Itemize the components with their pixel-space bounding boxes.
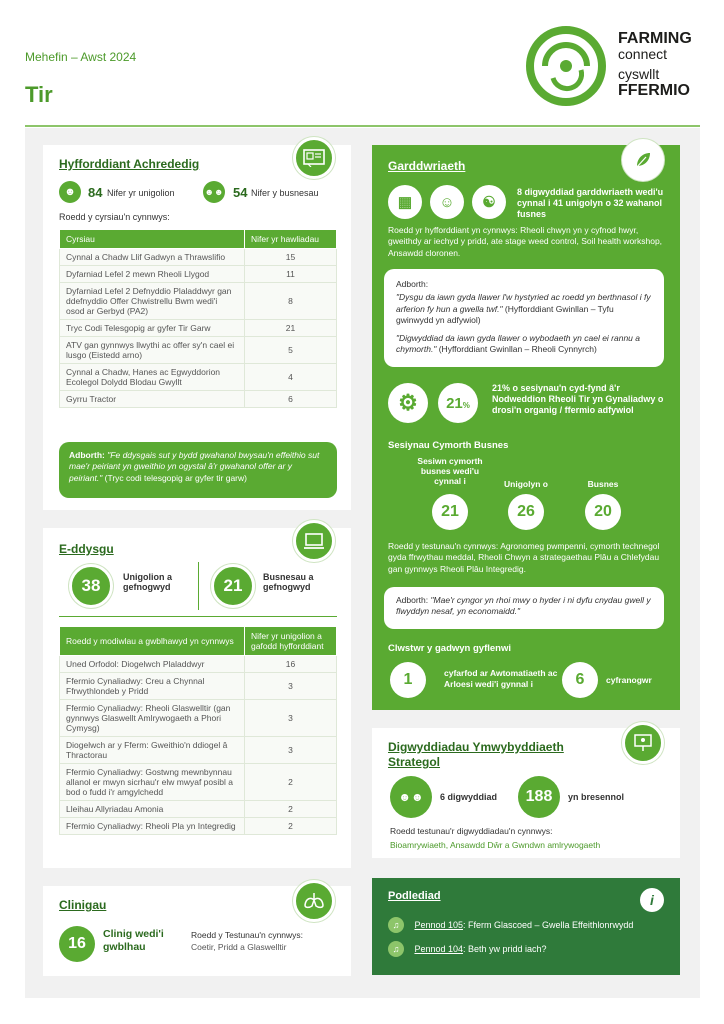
awareness-events: 6 digwyddiad: [440, 792, 498, 802]
horticulture-card: [372, 145, 680, 710]
row-label: Lleihau Allyriadau Amonia: [60, 801, 245, 818]
claims-col-header: Nifer yr hawliadau: [245, 230, 337, 249]
row-value: 15: [245, 249, 337, 266]
businesses-label: Nifer y busnesau: [251, 188, 319, 198]
calendar-icon: ▦: [388, 185, 422, 219]
laptop-icon: [293, 520, 335, 562]
logo: [525, 26, 715, 106]
lungs-icon: [293, 880, 335, 922]
horticulture-feedback-label: Adborth:: [396, 279, 429, 289]
support-label-1: Sesiwn cymorth busnes wedi'u cynnal i: [417, 456, 483, 487]
elearning-title[interactable]: E-ddysgu: [59, 542, 114, 556]
table-row: [60, 656, 337, 673]
awareness-topics: Bioamrywiaeth, Ansawdd Dŵr a Gwndwn amlrywogaeth: [390, 840, 601, 850]
courses-intro: Roedd y cyrsiau'n cynnwys:: [59, 212, 170, 222]
row-label: Gyrru Tractor: [60, 391, 245, 408]
clinics-card: [43, 886, 351, 976]
horticulture-feedback2-source: (Hyfforddiant Gwinllan – Rheoli Cynnyrch): [438, 344, 597, 355]
support-feedback-label: Adborth:: [396, 595, 429, 605]
awareness-card: [372, 728, 680, 858]
row-label: Tryc Codi Telesgopig ar gyfer Tir Garw: [60, 320, 245, 337]
support-value-1: 21: [432, 494, 468, 530]
podcast-title[interactable]: Podlediad: [388, 890, 441, 902]
cluster-text: cyfarfod ar Awtomatiaeth ac Arloesi wedi'i gynnal i: [444, 668, 558, 689]
clinics-topics: Coetir, Pridd a Glaswelltir: [191, 942, 287, 952]
table-row: [60, 818, 337, 835]
table-row: [60, 673, 337, 700]
individuals-label: Nifer yr unigolion: [107, 188, 175, 198]
table-row: [60, 391, 337, 408]
podcast-item-1[interactable]: [388, 916, 633, 934]
row-value: 3: [245, 673, 337, 700]
clinics-title[interactable]: Clinigau: [59, 898, 107, 912]
horticulture-feedback2: "Digwyddiad da iawn gyda llawer o wybodaeth yn cael ei rannu a chymorth.": [396, 332, 640, 355]
row-value: 21: [245, 320, 337, 337]
support-feedback-box: [384, 587, 664, 629]
support-value-3: 20: [585, 494, 621, 530]
accredited-feedback: [59, 442, 337, 498]
feedback-source: (Tryc codi telesgopig ar gyfer tir garw): [104, 472, 247, 483]
courses-col-header: Cyrsiau: [60, 230, 245, 249]
podcast-item-2[interactable]: [388, 940, 547, 958]
info-icon: i: [640, 888, 664, 912]
support-item-1: [410, 456, 490, 490]
support-topics: Roedd y testunau'n cynnwys: Agronomeg pwmpenni, cymorth technegol gyda ffrwythau meddal, Rheoli Chwyn a strategaethau Plâu a Chlefydau gan gynnwys Rheoli Plâu Integredig.: [388, 541, 660, 574]
elearning-businesses-label: Busnesau a gefnogwyd: [263, 572, 314, 592]
courses-table: [59, 229, 337, 408]
individuals-count: 84: [88, 185, 103, 200]
horticulture-feedback-box: [384, 269, 664, 367]
horticulture-events-text: 8 digwyddiad garddwriaeth wedi'u cynnal i 41 unigolyn o 32 wahanol fusnes: [517, 187, 664, 219]
row-label: Dyfarniad Lefel 2 Defnyddio Plaladdwyr gan ddefnyddio Offer Chwistrellu Bwm wedi'i osod ar Gerbyd (PA2): [60, 283, 245, 320]
awareness-attendees-label: yn bresennol: [568, 792, 625, 802]
logo-line1: FARMING: [618, 30, 692, 47]
header-divider: [25, 125, 700, 127]
feedback-quote: "Fe ddysgais sut y bydd gwahanol bwysau'n effeithio sut mae'r peiriant yn gweithio yn ogystal â'r gwahanol offer ar y peiriant.": [69, 450, 320, 483]
logo-line2: connect: [618, 46, 668, 62]
clinics-label: Clinig wedi'i gwblhau: [103, 928, 164, 953]
row-value: 4: [245, 364, 337, 391]
cluster-value-1: 1: [390, 662, 426, 698]
podcast-text-1: : Fferm Glascoed – Gwella Effeithlonrwydd: [463, 919, 634, 930]
people-icon: ☻☻: [390, 776, 432, 818]
row-value: 2: [245, 801, 337, 818]
table-row: [60, 266, 337, 283]
table-row: [60, 364, 337, 391]
group-icon: ☻☻: [203, 181, 225, 203]
businesses-count: 54: [233, 185, 248, 200]
elearning-individuals-label: Unigolion a gefnogwyd: [123, 572, 172, 592]
microphone-icon: ♫: [388, 917, 404, 933]
podcast-episode-1[interactable]: Pennod 105: [414, 919, 463, 930]
horticulture-training-text: Roedd yr hyfforddiant yn cynnwys: Rheoli chwyn yn y cyfnod hwyr, gweithdy ar iechyd y pridd, ate stage weed control, Soil health workshop, Ansawdd cloronen.: [388, 225, 663, 258]
horticulture-feedback1-source: (Hyfforddiant Gwinllan – Tyfu gwinwydd yn adfywiol): [396, 303, 614, 326]
presentation-icon: [622, 722, 664, 764]
percent-text: 21% o sesiynau'n cyd-fynd â'r Nodweddion Rheoli Tir yn Gynaliadwy o drosi'n organig / ffermio adfywiol: [492, 383, 664, 415]
date-range: Mehefin – Awst 2024: [25, 50, 137, 64]
row-value: 8: [245, 283, 337, 320]
support-title: Sesiynau Cymorth Busnes: [388, 440, 509, 451]
support-label-3: Busnes: [587, 479, 619, 489]
row-label: Diogelwch ar y Fferm: Gweithio'n ddiogel â Thractorau: [60, 737, 245, 764]
certificate-icon: [293, 137, 335, 179]
gear-icon: ⚙: [388, 383, 428, 423]
row-value: 11: [245, 266, 337, 283]
row-label: Cynnal a Chadw, Hanes ac Egwyddorion Ecolegol Dolydd Blodau Gwyllt: [60, 364, 245, 391]
logo-line3: cyswllt: [618, 66, 660, 82]
trainees-col-header: Nifer yr unigolion a gafodd hyfforddiant: [245, 627, 337, 656]
cluster-title: Clwstwr y gadwyn gyflenwi: [388, 643, 511, 654]
feedback-label: Adborth:: [69, 450, 105, 460]
row-label: Uned Orfodol: Diogelwch Plaladdwyr: [60, 656, 245, 673]
modules-table-wrap: [59, 626, 337, 835]
percent-sign: %: [462, 400, 470, 410]
table-row: [60, 320, 337, 337]
horticulture-feedback1: "Dysgu da iawn gyda llawer l'w hystyried ac roedd yn berthnasol i fy arferion fy hun a gwella twf.": [396, 292, 651, 314]
courses-table-wrap: [59, 229, 337, 408]
table-row: [60, 283, 337, 320]
row-label: Cynnal a Chadw Llif Gadwyn a Thrawslifio: [60, 249, 245, 266]
row-label: Ffermio Cynaliadwy: Creu a Chynnal Ffrwythlondeb y Pridd: [60, 673, 245, 700]
podcast-card: [372, 878, 680, 975]
support-value-2: 26: [508, 494, 544, 530]
podcast-episode-2[interactable]: Pennod 104: [414, 943, 463, 954]
support-label-2: Unigolyn o: [504, 479, 548, 489]
percent-value: 21: [446, 394, 463, 412]
table-row: [60, 700, 337, 737]
support-feedback-quote: "Mae'r cyngor yn rhoi mwy o hyder i ni dyfu cnydau gwell y flwyddyn nesaf, yn economaidd.": [396, 595, 651, 617]
awareness-attendees-count: 188: [518, 776, 560, 818]
row-label: Ffermio Cynaliadwy: Gostwng mewnbynnau allanol er mwyn sicrhau'r elw mwyaf posibl a bod o fudd i'r amgylchedd: [60, 764, 245, 801]
row-value: 2: [245, 818, 337, 835]
accredited-training-card: [43, 145, 351, 510]
accredited-title[interactable]: Hyfforddiant Achrededig: [59, 157, 200, 171]
percent-circle: [438, 383, 478, 423]
modules-table: [59, 626, 337, 835]
head-icon: ☺: [430, 185, 464, 219]
table-row: [60, 337, 337, 364]
awareness-topics-intro: Roedd testunau'r digwyddiadau'n cynnwys:: [390, 826, 553, 836]
row-label: Dyfarniad Lefel 2 mewn Rheoli Llygod: [60, 266, 245, 283]
logo-line4: FFERMIO: [618, 82, 690, 99]
awareness-title[interactable]: Digwyddiadau Ymwybyddiaeth Strategol: [388, 740, 564, 769]
handshake-icon: ☯: [472, 185, 506, 219]
clinics-topics-intro: Roedd y Testunau'n cynnwys:: [191, 930, 304, 940]
row-value: 3: [245, 700, 337, 737]
row-value: 5: [245, 337, 337, 364]
row-label: ATV gan gynnwys llwythi ac offer sy'n cael ei lusgo (Eistedd arno): [60, 337, 245, 364]
cluster-value-2: 6: [562, 662, 598, 698]
row-label: Ffermio Cynaliadwy: Rheoli Pla yn Integredig: [60, 818, 245, 835]
cluster-label-2: cyfranogwr: [606, 675, 652, 685]
logo-swirl-icon: [525, 26, 607, 106]
table-row: [60, 737, 337, 764]
elearning-businesses-count: 21: [211, 564, 255, 608]
table-row: [60, 764, 337, 801]
row-value: 6: [245, 391, 337, 408]
page-title: Tir: [25, 82, 53, 107]
elearning-individuals-count: 38: [69, 564, 113, 608]
stats-separator: [198, 562, 199, 610]
table-row: [60, 801, 337, 818]
modules-col-header: Roedd y modiwlau a gwblhawyd yn cynnwys: [60, 627, 245, 656]
person-icon: ☻: [59, 181, 81, 203]
microphone-icon: ♫: [388, 941, 404, 957]
row-value: 16: [245, 656, 337, 673]
row-value: 2: [245, 764, 337, 801]
horticulture-title[interactable]: Garddwriaeth: [388, 159, 466, 173]
row-label: Ffermio Cynaliadwy: Rheoli Glaswelltir (gan gynnwys Glaswellt Amlrywogaeth a Phori Cymysg): [60, 700, 245, 737]
podcast-text-2: : Beth yw pridd iach?: [463, 943, 547, 954]
table-divider: [59, 616, 337, 617]
row-value: 3: [245, 737, 337, 764]
table-row: [60, 249, 337, 266]
leaf-icon: [622, 139, 664, 181]
clinics-count: 16: [59, 926, 95, 962]
elearning-card: [43, 528, 351, 868]
